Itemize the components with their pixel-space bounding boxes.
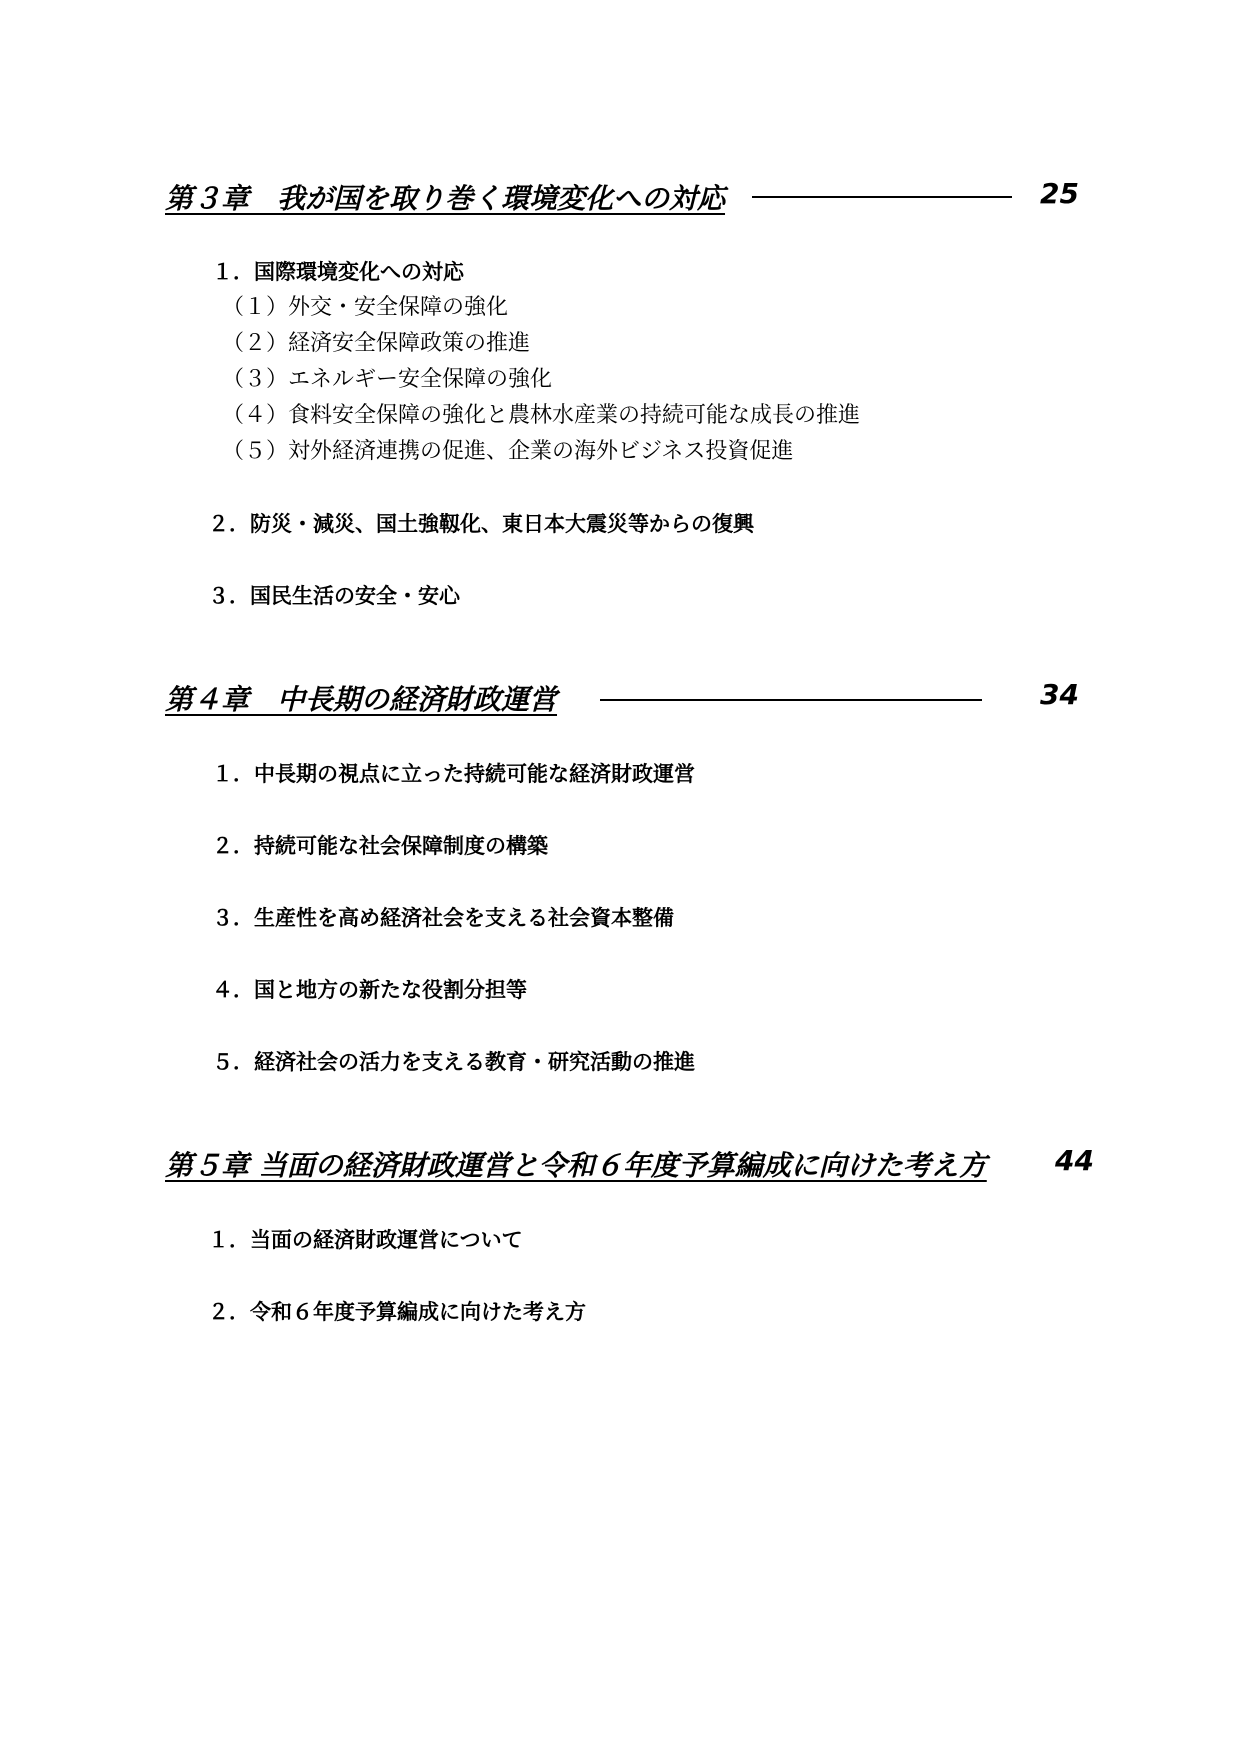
chapter-4-section-1[interactable]: １．中長期の視点に立った持続可能な経済財政運営 (212, 762, 695, 786)
chapter-5-section-2[interactable]: ２．令和６年度予算編成に向けた考え方 (208, 1300, 586, 1324)
chapter-3-leader-line (752, 196, 1012, 198)
chapter-4-section-2[interactable]: ２．持続可能な社会保障制度の構築 (212, 834, 548, 858)
chapter-3-title[interactable]: 第３章 我が国を取り巻く環境変化への対応 (165, 182, 726, 215)
chapter-4-leader-line (600, 699, 982, 701)
chapter-4-section-3[interactable]: ３．生産性を高め経済社会を支える社会資本整備 (212, 906, 674, 930)
chapter-3-section-1-sub-2[interactable]: （２）経済安全保障政策の推進 (222, 331, 531, 356)
chapter-4-section-5[interactable]: ５．経済社会の活力を支える教育・研究活動の推進 (212, 1050, 695, 1074)
chapter-3-section-2[interactable]: ２．防災・減災、国土強靱化、東日本大震災等からの復興 (208, 512, 754, 536)
chapter-3-section-1-sub-4[interactable]: （４）食料安全保障の強化と農林水産業の持続可能な成長の推進 (222, 403, 861, 428)
chapter-5-page-number: 44 (1055, 1144, 1094, 1177)
chapter-5-section-1[interactable]: １．当面の経済財政運営について (208, 1228, 523, 1252)
chapter-4-title[interactable]: 第４章 中長期の経済財政運営 (165, 683, 558, 716)
chapter-3-section-1-sub-5[interactable]: （５）対外経済連携の促進、企業の海外ビジネス投資促進 (222, 439, 794, 464)
chapter-4-page-number: 34 (1040, 678, 1079, 711)
chapter-3-section-1-sub-1[interactable]: （１）外交・安全保障の強化 (222, 295, 509, 320)
chapter-3-section-1-sub-3[interactable]: （３）エネルギー安全保障の強化 (222, 367, 553, 392)
chapter-4-section-4[interactable]: ４．国と地方の新たな役割分担等 (212, 978, 527, 1002)
chapter-5-title[interactable]: 第５章 当面の経済財政運営と令和６年度予算編成に向けた考え方 (165, 1149, 987, 1182)
chapter-3-page-number: 25 (1040, 177, 1079, 210)
chapter-3-section-3[interactable]: ３．国民生活の安全・安心 (208, 584, 460, 608)
chapter-3-section-1[interactable]: １．国際環境変化への対応 (212, 260, 464, 284)
